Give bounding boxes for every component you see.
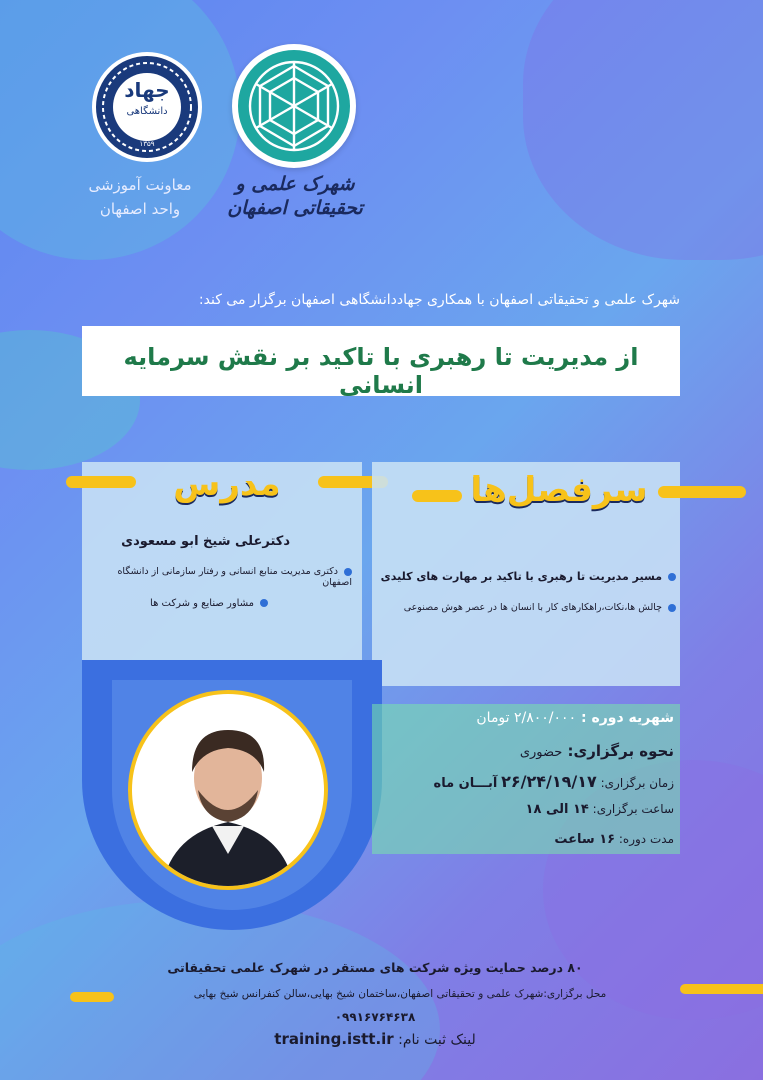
instructor-item-2 [92,598,268,609]
bullet-icon [668,573,676,581]
intro-text: شهرک علمی و تحقیقاتی اصفهان با همکاری جهاددانشگاهی اصفهان برگزار می کند: [198,292,680,308]
bullet-icon [668,604,676,612]
dates-month: آبـــان ماه [433,776,498,791]
bullet-icon [260,599,268,607]
time-label: ساعت برگزاری: [592,802,674,816]
instructor-portrait-icon [132,694,324,886]
footer-link-label: لینک ثبت نام: [398,1032,476,1048]
dates-value: ۲۶/۲۴/۱۹/۱۷ [501,772,597,791]
syllabus-heading: سرفصل‌ها [470,470,648,510]
instructor-photo [128,690,328,890]
duration-label: مدت دوره: [618,832,674,846]
time-value: ۱۴ الی ۱۸ [525,802,589,817]
fee-value: ۲/۸۰۰/۰۰۰ تومان [476,710,577,726]
park-logo-emblem-icon [232,44,356,168]
bg-shape-top-right [523,0,763,260]
dates-label: زمان برگزاری: [600,776,674,790]
jahad-caption-line2: واحد اصفهان [99,200,181,218]
syllabus-item-2 [380,602,676,613]
syllabus-item-1 [380,570,676,583]
syllabus-item-1-text: مسیر مدیریت تا رهبری با تاکید بر مهارت های کلیدی [380,570,662,583]
footer-location: محل برگزاری:شهرک علمی و تحقیقاتی اصفهان،ساختمان شیخ بهایی،سالن کنفرانس شیخ بهایی [193,988,607,1000]
instructor-heading: مدرس [173,464,281,504]
syllabus-heading-bar-right [658,486,746,498]
jahad-logo-year: ۱۳۵۹ [139,140,155,148]
mode-row [380,742,674,760]
footer-bar-left [70,992,114,1002]
footer-support: ۸۰ درصد حمایت ویژه شرکت های مستقر در شهرک علمی تحقیقاتی [167,960,583,975]
jahad-logo-word: جهاد [124,78,170,102]
park-logo-name: شهرک علمی و تحقیقاتی اصفهان [227,173,363,219]
mode-value: حضوری [519,745,563,760]
time-row [380,802,674,817]
jahad-caption-line1: معاونت آموزشی [88,176,192,194]
syllabus-heading-bar-left [412,490,462,502]
bullet-icon [344,568,352,576]
course-title: از مدیریت تا رهبری با تاکید بر نقش سرمایه انسانی [123,343,639,399]
mode-label: نحوه برگزاری: [567,742,674,760]
syllabus-item-2-text: چالش ها،نکات،راهکارهای کار با انسان ها در عصر هوش مصنوعی [403,602,662,613]
duration-value: ۱۶ ساعت [554,832,616,847]
fee-label: شهریه دوره : [580,710,674,726]
footer-bar-right [680,984,763,994]
jahad-logo-sub: دانشگاهی [126,106,168,117]
park-logo [232,44,356,168]
instructor-heading-bar-left [66,476,136,488]
footer-link-row [60,1030,690,1048]
jahad-logo [92,52,202,162]
instructor-item-2-text: مشاور صنایع و شرکت ها [150,598,254,609]
duration-row [380,832,674,847]
instructor-item-1-text: دکتری مدیریت منابع انسانی و رفتار سازمانی از دانشگاه اصفهان [117,566,352,588]
footer-link[interactable]: training.istt.ir [274,1030,394,1048]
instructor-item-1 [92,566,352,588]
fee-row [380,710,674,726]
footer-phone: ۰۹۹۱۶۷۶۴۶۳۸ [334,1010,416,1024]
dates-row [380,772,674,791]
instructor-name: دکترعلی شیخ ابو مسعودی [121,534,290,549]
